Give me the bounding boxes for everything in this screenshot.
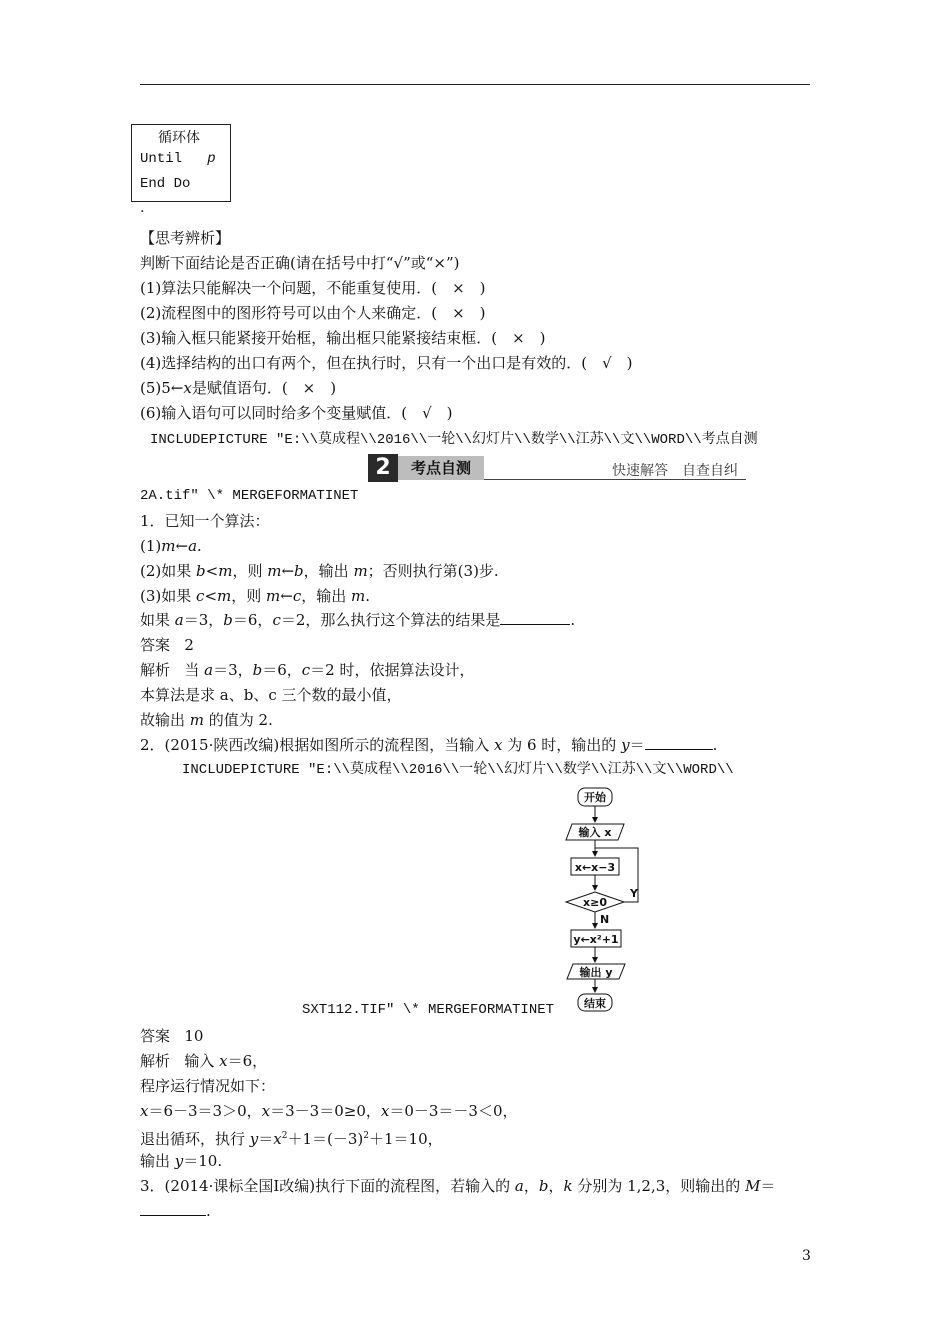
q1-explanation-3: 故输出 m 的值为 2. — [140, 711, 273, 729]
flow-output-label: 输出 y — [579, 966, 613, 979]
q2-explanation-2: 程序运行情况如下： — [140, 1077, 276, 1095]
loop-end-line: End Do — [140, 176, 191, 192]
loop-until-line — [140, 151, 216, 167]
think-item-1: (1)算法只能解决一个问题，不能重复使用．( × ) — [140, 279, 486, 297]
flow-no-label: N — [600, 913, 610, 926]
q2-explanation-4: 退出循环，执行 $y=x^2+1=(-3)^2+1=10$， — [140, 1130, 443, 1148]
flow-start-label: 开始 — [584, 791, 606, 804]
include-picture-field-1-cont: 2A.tif" \* MERGEFORMATINET — [140, 488, 359, 504]
think-intro: 判断下面结论是否正确(请在括号中打“√”或“×”) — [140, 254, 460, 272]
until-keyword: Until — [140, 151, 183, 167]
header-rule — [140, 84, 810, 85]
q1-explanation-1: 解析 当 a＝3，b＝6，c＝2 时，依据算法设计， — [140, 661, 475, 679]
q1-step-3: (3)如果 c<m，则 m←c，输出 m. — [140, 587, 371, 605]
q1-condition: 如果 a＝3，b＝6，c＝2，那么执行这个算法的结果是 . — [140, 611, 576, 629]
flow-assign-label: x←x−3 — [574, 861, 616, 874]
include-picture-field-2-cont: SXT112.TIF" \* MERGEFORMATINET — [302, 1002, 555, 1018]
q2-explanation-5: 输出 y＝10. — [140, 1152, 223, 1170]
q2-explanation-1: 解析 输入 x＝6， — [140, 1052, 268, 1070]
loop-syntax-box — [131, 124, 231, 202]
answer-blank — [140, 1201, 206, 1216]
q3-blank-line: . — [140, 1201, 211, 1221]
flow-input-label: 输入 x — [578, 826, 612, 839]
q1-step-1: (1)m←a. — [140, 537, 202, 555]
q1-stem: 1．已知一个算法： — [140, 512, 270, 530]
flow-calc-label: y←x²+1 — [573, 933, 619, 946]
flowchart — [560, 782, 650, 1014]
flow-end-label: 结束 — [584, 997, 606, 1010]
page-number: 3 — [802, 1248, 811, 1264]
answer-blank — [645, 735, 713, 750]
stray-dot: . — [140, 200, 145, 216]
flow-yes-label: Y — [630, 887, 638, 900]
q2-explanation-3: x＝6－3＝3＞0，x＝3－3＝0≥0，x＝0－3＝－3＜0， — [140, 1102, 518, 1120]
q1-step-2: (2)如果 b<m，则 m←b，输出 m；否则执行第(3)步. — [140, 562, 499, 580]
think-item-3: (3)输入框只能紧接开始框，输出框只能紧接结束框．( × ) — [140, 329, 546, 347]
flow-decision-label: x≥0 — [583, 896, 607, 909]
answer-blank — [500, 610, 570, 625]
think-item-5: (5)5←x是赋值语句．( × ) — [140, 379, 337, 397]
think-item-2: (2)流程图中的图形符号可以由个人来确定．( × ) — [140, 304, 486, 322]
think-title: 【思考辨析】 — [140, 229, 231, 247]
think-item-6: (6)输入语句可以同时给多个变量赋值．( √ ) — [140, 404, 453, 422]
loop-body-label: 循环体 — [158, 130, 200, 146]
q2-stem: 2．(2015·陕西改编)根据如图所示的流程图，当输入 x 为 6 时，输出的 y＝ . — [140, 736, 718, 754]
q3-stem: 3．(2014·课标全国Ⅰ改编)执行下面的流程图，若输入的 a，b，k 分别为 1,2,3，则输出的 M＝ — [140, 1177, 776, 1195]
think-item-4: (4)选择结构的出口有两个，但在执行时，只有一个出口是有效的．( √ ) — [140, 354, 633, 372]
q2-answer: 答案 10 — [140, 1027, 204, 1045]
section-subtitle: 快速解答 自查自纠 — [612, 463, 738, 479]
include-picture-field-1: INCLUDEPICTURE "E:\\莫成程\\2016\\一轮\\幻灯片\\数学\\江苏\\文\\WORD\\考点自测 — [150, 432, 758, 448]
q1-answer: 答案 2 — [140, 636, 194, 654]
q1-explanation-2: 本算法是求 a、b、c 三个数的最小值， — [140, 686, 402, 704]
include-picture-field-2: INCLUDEPICTURE "E:\\莫成程\\2016\\一轮\\幻灯片\\数学\\江苏\\文\\WORD\\ — [182, 762, 734, 778]
until-condition: p — [207, 151, 216, 167]
section-number-badge: 2 — [368, 454, 398, 482]
section-title: 考点自测 — [398, 456, 484, 480]
